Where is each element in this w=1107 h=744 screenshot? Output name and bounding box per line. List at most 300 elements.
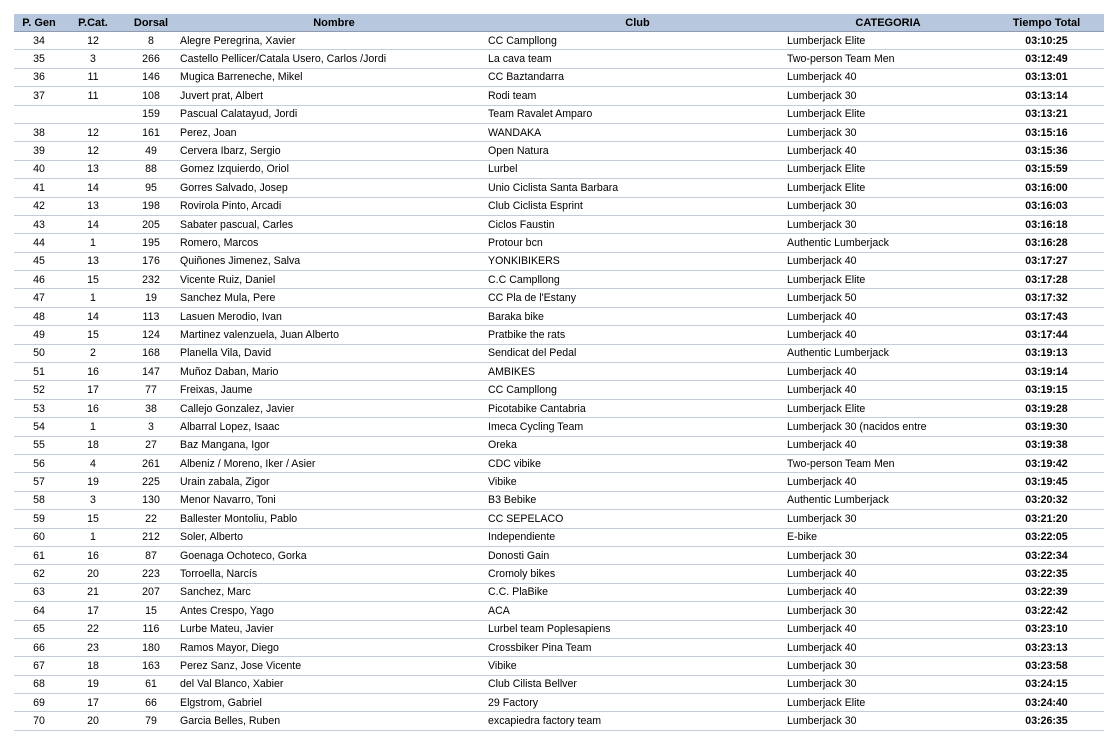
cell-p-gen: 49 [14,326,64,344]
cell-p-gen: 61 [14,546,64,564]
cell-club: Unio Ciclista Santa Barbara [488,179,787,197]
cell-nombre: Garcia Belles, Ruben [180,712,488,730]
table-row [14,657,1104,675]
cell-p-cat [64,105,122,123]
table-row [14,307,1104,325]
cell-p-cat: 11 [64,87,122,105]
cell-categoria: Lumberjack 40 [787,363,989,381]
cell-club: Crossbiker Pina Team [488,638,787,656]
cell-nombre: Planella Vila, David [180,344,488,362]
cell-p-gen: 51 [14,363,64,381]
cell-p-gen: 50 [14,344,64,362]
cell-nombre: Romero, Marcos [180,234,488,252]
cell-tiempo-total: 03:19:14 [989,363,1104,381]
cell-p-gen: 47 [14,289,64,307]
cell-tiempo-total: 03:24:40 [989,694,1104,712]
cell-categoria: Lumberjack 40 [787,252,989,270]
cell-tiempo-total: 03:22:39 [989,583,1104,601]
cell-p-gen: 40 [14,160,64,178]
cell-categoria: Lumberjack 40 [787,68,989,86]
cell-categoria: Lumberjack Elite [787,399,989,417]
cell-nombre: Sanchez Mula, Pere [180,289,488,307]
cell-tiempo-total: 03:19:15 [989,381,1104,399]
cell-club: Oreka [488,436,787,454]
header-club: Club [488,14,787,32]
cell-p-gen: 36 [14,68,64,86]
cell-tiempo-total: 03:19:38 [989,436,1104,454]
cell-categoria: Lumberjack 30 [787,657,989,675]
results-table [14,14,1104,731]
table-row [14,712,1104,730]
cell-club: CDC vibike [488,454,787,472]
cell-p-cat: 17 [64,694,122,712]
cell-tiempo-total: 03:13:14 [989,87,1104,105]
cell-p-cat: 14 [64,179,122,197]
cell-p-gen: 57 [14,473,64,491]
cell-categoria: Lumberjack 40 [787,473,989,491]
cell-club: C.C Campllong [488,271,787,289]
cell-club: C.C. PlaBike [488,583,787,601]
cell-p-cat: 17 [64,602,122,620]
cell-club: Lurbel team Poplesapiens [488,620,787,638]
cell-nombre: Muñoz Daban, Mario [180,363,488,381]
cell-club: Ciclos Faustin [488,215,787,233]
cell-dorsal: 49 [122,142,180,160]
cell-dorsal: 147 [122,363,180,381]
cell-p-gen: 48 [14,307,64,325]
cell-p-cat: 15 [64,326,122,344]
cell-p-gen: 68 [14,675,64,693]
cell-p-cat: 3 [64,50,122,68]
cell-dorsal: 38 [122,399,180,417]
cell-club: ACA [488,602,787,620]
cell-categoria: Lumberjack 30 [787,87,989,105]
cell-club: Rodi team [488,87,787,105]
cell-tiempo-total: 03:19:28 [989,399,1104,417]
cell-tiempo-total: 03:17:32 [989,289,1104,307]
cell-categoria: Two-person Team Men [787,454,989,472]
cell-p-cat: 15 [64,271,122,289]
cell-nombre: Elgstrom, Gabriel [180,694,488,712]
header-nombre: Nombre [180,14,488,32]
cell-tiempo-total: 03:16:18 [989,215,1104,233]
cell-dorsal: 3 [122,418,180,436]
cell-categoria: Lumberjack Elite [787,694,989,712]
cell-categoria: Lumberjack 40 [787,326,989,344]
cell-categoria: Two-person Team Men [787,50,989,68]
cell-dorsal: 95 [122,179,180,197]
cell-nombre: Torroella, Narcís [180,565,488,583]
cell-club: Club Cilista Bellver [488,675,787,693]
cell-p-cat: 19 [64,675,122,693]
cell-categoria: Lumberjack Elite [787,179,989,197]
cell-p-gen: 41 [14,179,64,197]
cell-dorsal: 195 [122,234,180,252]
cell-p-cat: 13 [64,252,122,270]
cell-p-gen: 37 [14,87,64,105]
cell-dorsal: 116 [122,620,180,638]
cell-p-cat: 13 [64,197,122,215]
cell-nombre: Antes Crespo, Yago [180,602,488,620]
cell-p-gen: 44 [14,234,64,252]
cell-dorsal: 108 [122,87,180,105]
cell-p-gen: 62 [14,565,64,583]
cell-categoria: Lumberjack 50 [787,289,989,307]
cell-nombre: Sabater pascual, Carles [180,215,488,233]
cell-nombre: Pascual Calatayud, Jordi [180,105,488,123]
cell-p-gen: 35 [14,50,64,68]
cell-categoria: Lumberjack 30 [787,712,989,730]
table-row [14,142,1104,160]
cell-p-cat: 19 [64,473,122,491]
cell-categoria: Lumberjack 30 [787,123,989,141]
cell-p-cat: 16 [64,363,122,381]
table-row [14,32,1104,50]
cell-p-cat: 14 [64,307,122,325]
cell-p-cat: 14 [64,215,122,233]
cell-nombre: Ramos Mayor, Diego [180,638,488,656]
cell-p-cat: 18 [64,436,122,454]
cell-p-gen: 58 [14,491,64,509]
table-row [14,491,1104,509]
cell-categoria: Lumberjack Elite [787,32,989,50]
cell-p-gen: 69 [14,694,64,712]
cell-p-gen: 42 [14,197,64,215]
cell-nombre: Perez, Joan [180,123,488,141]
cell-nombre: Baz Mangana, Igor [180,436,488,454]
cell-categoria: Lumberjack 40 [787,436,989,454]
cell-p-cat: 4 [64,454,122,472]
cell-categoria: Lumberjack 40 [787,583,989,601]
cell-tiempo-total: 03:20:32 [989,491,1104,509]
cell-dorsal: 159 [122,105,180,123]
cell-p-gen: 66 [14,638,64,656]
table-row [14,399,1104,417]
table-row [14,87,1104,105]
cell-p-cat: 12 [64,32,122,50]
cell-nombre: Gomez Izquierdo, Oriol [180,160,488,178]
cell-p-gen: 54 [14,418,64,436]
cell-dorsal: 113 [122,307,180,325]
cell-dorsal: 22 [122,510,180,528]
cell-p-gen: 63 [14,583,64,601]
cell-dorsal: 168 [122,344,180,362]
cell-p-cat: 17 [64,381,122,399]
table-row [14,418,1104,436]
table-row [14,694,1104,712]
cell-p-gen: 56 [14,454,64,472]
cell-nombre: Mugica Barreneche, Mikel [180,68,488,86]
cell-nombre: Sanchez, Marc [180,583,488,601]
cell-tiempo-total: 03:17:43 [989,307,1104,325]
cell-dorsal: 66 [122,694,180,712]
cell-p-gen: 67 [14,657,64,675]
cell-p-gen: 59 [14,510,64,528]
cell-nombre: Castello Pellicer/Catala Usero, Carlos /Jordi [180,50,488,68]
cell-dorsal: 232 [122,271,180,289]
cell-categoria: Authentic Lumberjack [787,344,989,362]
cell-tiempo-total: 03:26:35 [989,712,1104,730]
cell-club: CC Baztandarra [488,68,787,86]
results-body [14,32,1104,731]
cell-tiempo-total: 03:22:05 [989,528,1104,546]
cell-dorsal: 87 [122,546,180,564]
table-row [14,215,1104,233]
cell-club: Vibike [488,473,787,491]
cell-p-gen: 55 [14,436,64,454]
cell-nombre: del Val Blanco, Xabier [180,675,488,693]
cell-tiempo-total: 03:22:35 [989,565,1104,583]
header-dorsal: Dorsal [122,14,180,32]
cell-dorsal: 79 [122,712,180,730]
table-row [14,510,1104,528]
results-sheet [14,14,1104,731]
header-tiempo-total: Tiempo Total [989,14,1104,32]
cell-tiempo-total: 03:22:34 [989,546,1104,564]
cell-p-cat: 23 [64,638,122,656]
cell-dorsal: 180 [122,638,180,656]
cell-p-gen: 52 [14,381,64,399]
cell-categoria: Lumberjack 30 [787,546,989,564]
cell-dorsal: 207 [122,583,180,601]
cell-categoria: E-bike [787,528,989,546]
cell-p-cat: 1 [64,528,122,546]
cell-tiempo-total: 03:15:59 [989,160,1104,178]
cell-p-cat: 1 [64,234,122,252]
table-row [14,252,1104,270]
cell-club: Baraka bike [488,307,787,325]
cell-categoria: Authentic Lumberjack [787,234,989,252]
table-row [14,473,1104,491]
cell-club: La cava team [488,50,787,68]
cell-club: Open Natura [488,142,787,160]
header-p-gen: P. Gen [14,14,64,32]
table-row [14,583,1104,601]
cell-p-cat: 22 [64,620,122,638]
cell-nombre: Cervera Ibarz, Sergio [180,142,488,160]
cell-dorsal: 77 [122,381,180,399]
table-row [14,68,1104,86]
cell-tiempo-total: 03:23:10 [989,620,1104,638]
table-row [14,528,1104,546]
cell-tiempo-total: 03:19:42 [989,454,1104,472]
cell-tiempo-total: 03:15:16 [989,123,1104,141]
cell-categoria: Lumberjack 40 [787,638,989,656]
cell-club: CC SEPELACO [488,510,787,528]
cell-categoria: Lumberjack 30 [787,215,989,233]
cell-p-cat: 2 [64,344,122,362]
cell-dorsal: 124 [122,326,180,344]
cell-tiempo-total: 03:21:20 [989,510,1104,528]
cell-dorsal: 261 [122,454,180,472]
cell-dorsal: 88 [122,160,180,178]
cell-dorsal: 198 [122,197,180,215]
table-row [14,602,1104,620]
cell-nombre: Perez Sanz, Jose Vicente [180,657,488,675]
cell-tiempo-total: 03:17:28 [989,271,1104,289]
cell-dorsal: 205 [122,215,180,233]
table-row [14,436,1104,454]
table-row [14,289,1104,307]
cell-p-cat: 20 [64,565,122,583]
cell-nombre: Soler, Alberto [180,528,488,546]
cell-p-cat: 13 [64,160,122,178]
cell-p-cat: 3 [64,491,122,509]
cell-tiempo-total: 03:24:15 [989,675,1104,693]
header-p-cat: P.Cat. [64,14,122,32]
cell-p-gen [14,105,64,123]
cell-club: WANDAKA [488,123,787,141]
cell-club: Cromoly bikes [488,565,787,583]
table-row [14,454,1104,472]
cell-dorsal: 176 [122,252,180,270]
table-row [14,179,1104,197]
table-row [14,105,1104,123]
cell-categoria: Lumberjack 30 [787,675,989,693]
cell-categoria: Lumberjack 30 [787,197,989,215]
table-row [14,620,1104,638]
cell-dorsal: 163 [122,657,180,675]
cell-tiempo-total: 03:16:03 [989,197,1104,215]
cell-categoria: Lumberjack 30 [787,602,989,620]
cell-p-cat: 11 [64,68,122,86]
cell-tiempo-total: 03:17:27 [989,252,1104,270]
table-row [14,326,1104,344]
cell-categoria: Lumberjack Elite [787,105,989,123]
cell-nombre: Vicente Ruiz, Daniel [180,271,488,289]
cell-categoria: Lumberjack Elite [787,160,989,178]
cell-club: Pratbike the rats [488,326,787,344]
cell-p-cat: 12 [64,123,122,141]
cell-dorsal: 161 [122,123,180,141]
table-row [14,160,1104,178]
table-row [14,638,1104,656]
cell-dorsal: 225 [122,473,180,491]
cell-p-cat: 1 [64,418,122,436]
cell-nombre: Callejo Gonzalez, Javier [180,399,488,417]
cell-dorsal: 130 [122,491,180,509]
cell-p-cat: 21 [64,583,122,601]
cell-dorsal: 27 [122,436,180,454]
cell-club: excapiedra factory team [488,712,787,730]
cell-dorsal: 212 [122,528,180,546]
cell-nombre: Menor Navarro, Toni [180,491,488,509]
cell-tiempo-total: 03:19:30 [989,418,1104,436]
cell-dorsal: 19 [122,289,180,307]
cell-club: CC Pla de l'Estany [488,289,787,307]
table-row [14,344,1104,362]
cell-nombre: Urain zabala, Zigor [180,473,488,491]
cell-nombre: Alegre Peregrina, Xavier [180,32,488,50]
cell-nombre: Freixas, Jaume [180,381,488,399]
cell-club: Protour bcn [488,234,787,252]
cell-nombre: Goenaga Ochoteco, Gorka [180,546,488,564]
cell-nombre: Albarral Lopez, Isaac [180,418,488,436]
cell-nombre: Martinez valenzuela, Juan Alberto [180,326,488,344]
cell-categoria: Lumberjack Elite [787,271,989,289]
cell-club: Independiente [488,528,787,546]
cell-p-cat: 1 [64,289,122,307]
cell-nombre: Juvert prat, Albert [180,87,488,105]
cell-p-gen: 39 [14,142,64,160]
cell-p-gen: 34 [14,32,64,50]
cell-tiempo-total: 03:22:42 [989,602,1104,620]
table-row [14,271,1104,289]
cell-club: B3 Bebike [488,491,787,509]
cell-club: CC Campllong [488,381,787,399]
cell-dorsal: 61 [122,675,180,693]
cell-dorsal: 266 [122,50,180,68]
cell-club: Picotabike Cantabria [488,399,787,417]
cell-club: CC Campllong [488,32,787,50]
cell-p-gen: 43 [14,215,64,233]
table-row [14,546,1104,564]
table-row [14,675,1104,693]
cell-categoria: Lumberjack 40 [787,620,989,638]
cell-p-cat: 18 [64,657,122,675]
cell-club: Team Ravalet Amparo [488,105,787,123]
cell-nombre: Albeniz / Moreno, Iker / Asier [180,454,488,472]
cell-categoria: Authentic Lumberjack [787,491,989,509]
cell-nombre: Lurbe Mateu, Javier [180,620,488,638]
cell-club: Club Ciclista Esprint [488,197,787,215]
cell-tiempo-total: 03:23:13 [989,638,1104,656]
cell-p-gen: 65 [14,620,64,638]
cell-nombre: Quiñones Jimenez, Salva [180,252,488,270]
cell-p-gen: 45 [14,252,64,270]
cell-tiempo-total: 03:12:49 [989,50,1104,68]
cell-club: Sendicat del Pedal [488,344,787,362]
cell-nombre: Ballester Montoliu, Pablo [180,510,488,528]
cell-club: AMBIKES [488,363,787,381]
cell-club: YONKIBIKERS [488,252,787,270]
cell-tiempo-total: 03:15:36 [989,142,1104,160]
header-categoria: CATEGORIA [787,14,989,32]
cell-p-cat: 20 [64,712,122,730]
cell-categoria: Lumberjack 30 (nacidos entre [787,418,989,436]
cell-categoria: Lumberjack 40 [787,142,989,160]
cell-p-cat: 12 [64,142,122,160]
cell-tiempo-total: 03:17:44 [989,326,1104,344]
cell-club: Imeca Cycling Team [488,418,787,436]
cell-p-cat: 16 [64,546,122,564]
cell-p-gen: 60 [14,528,64,546]
cell-p-gen: 64 [14,602,64,620]
cell-club: Vibike [488,657,787,675]
header-row [14,14,1104,32]
cell-tiempo-total: 03:10:25 [989,32,1104,50]
table-row [14,50,1104,68]
cell-p-gen: 53 [14,399,64,417]
cell-dorsal: 15 [122,602,180,620]
cell-club: 29 Factory [488,694,787,712]
cell-tiempo-total: 03:13:01 [989,68,1104,86]
table-row [14,123,1104,141]
cell-dorsal: 8 [122,32,180,50]
cell-nombre: Lasuen Merodio, Ivan [180,307,488,325]
cell-tiempo-total: 03:16:28 [989,234,1104,252]
cell-tiempo-total: 03:13:21 [989,105,1104,123]
cell-club: Lurbel [488,160,787,178]
cell-p-cat: 16 [64,399,122,417]
cell-dorsal: 146 [122,68,180,86]
table-row [14,381,1104,399]
cell-categoria: Lumberjack 40 [787,565,989,583]
cell-categoria: Lumberjack 40 [787,381,989,399]
cell-nombre: Rovirola Pinto, Arcadi [180,197,488,215]
cell-p-gen: 46 [14,271,64,289]
cell-club: Donosti Gain [488,546,787,564]
